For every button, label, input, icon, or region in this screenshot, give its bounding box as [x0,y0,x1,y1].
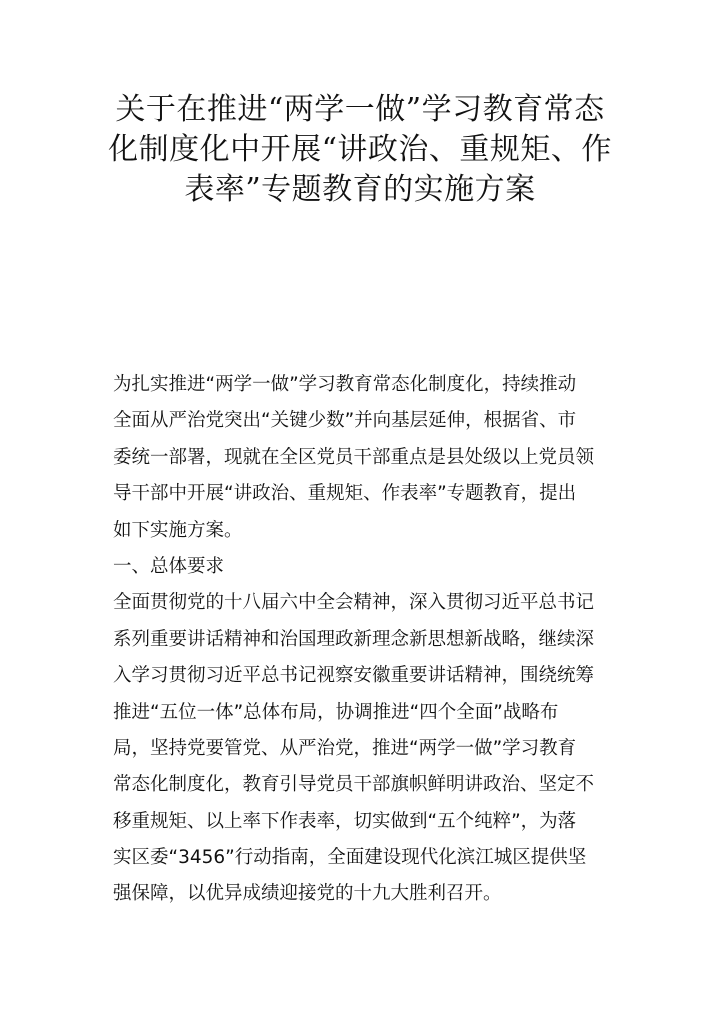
body-line: 实区委“3456”行动指南，全面建设现代化滨江城区提供坚 [113,847,587,869]
body-line: 入学习贯彻习近平总书记视察安徽重要讲话精神，围绕统筹 [113,665,595,687]
body-line: 系列重要讲话精神和治国理政新理念新思想新战略，继续深 [113,628,595,650]
body-line: 如下实施方案。 [113,519,243,541]
body-line: 全面从严治党突出“关键少数”并向基层延伸，根据省、市 [113,410,577,432]
section-heading: 一、总体要求 [113,555,225,577]
title-line: 关于在推进“两学一做”学习教育常态 [115,92,605,127]
body-line: 移重规矩、以上率下作表率，切实做到“五个纯粹”，为落 [113,810,577,832]
body-line: 推进“五位一体”总体布局，协调推进“四个全面”战略布 [113,701,559,723]
document-title [90,90,630,210]
body-line: 委统一部署，现就在全区党员干部重点是县处级以上党员领 [113,446,595,468]
body-line: 全面贯彻党的十八届六中全会精神，深入贯彻习近平总书记 [113,592,595,614]
title-line: 表率”专题教育的实施方案 [184,172,536,207]
title-line: 化制度化中开展“讲政治、重规矩、作 [108,132,612,167]
body-line: 局，坚持党要管党、从严治党，推进“两学一做”学习教育 [113,737,577,759]
body-line: 强保障，以优异成绩迎接党的十九大胜利召开。 [113,883,502,905]
body-line: 为扎实推进“两学一做”学习教育常态化制度化，持续推动 [113,374,577,395]
body-line: 常态化制度化，教育引导党员干部旗帜鲜明讲政治、坚定不 [113,774,595,796]
document-body [113,367,613,913]
body-line: 导干部中开展“讲政治、重规矩、作表率”专题教育，提出 [113,483,577,505]
